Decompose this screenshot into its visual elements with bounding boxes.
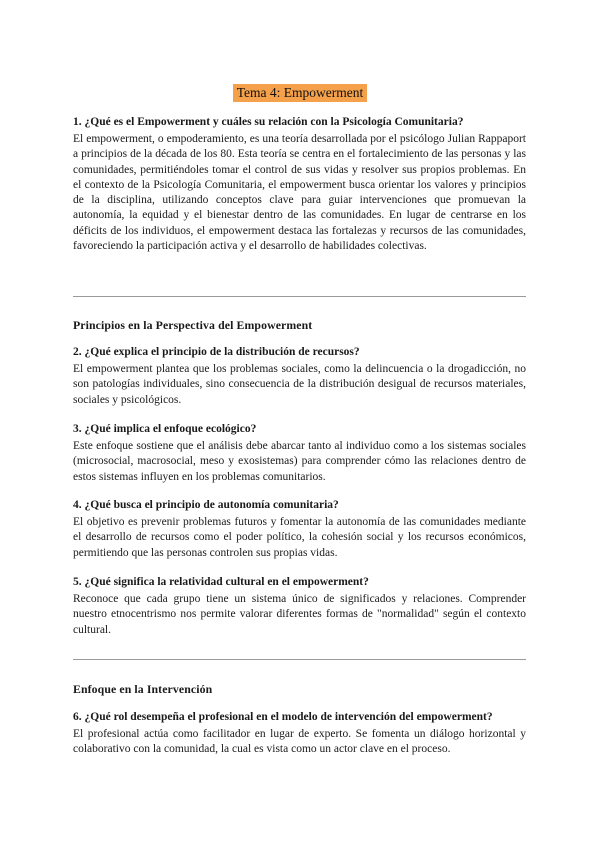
question-1-block bbox=[73, 115, 526, 254]
answer-6: El profesional actúa como facilitador en lugar de experto. Se fomenta un diálogo horizontal y colaborativo con la comunidad, la cual es vista como un actor clave en el proceso. bbox=[73, 728, 526, 756]
page-title: Tema 4: Empowerment bbox=[233, 84, 368, 102]
section-heading-principles: Principios en la Perspectiva del Empowerment bbox=[73, 318, 313, 332]
question-3: 3. ¿Qué implica el enfoque ecológico? bbox=[73, 423, 257, 435]
answer-4: El objetivo es prevenir problemas futuros y fomentar la autonomía de las comunidades mediante el desarrollo de recursos como el poder político, la cohesión social y los recursos económicos, permitiendo que las personas controlen sus propias vidas. bbox=[73, 516, 526, 559]
question-4: 4. ¿Qué busca el principio de autonomía comunitaria? bbox=[73, 499, 339, 511]
question-6: 6. ¿Qué rol desempeña el profesional en el modelo de intervención del empowerment? bbox=[73, 711, 493, 723]
divider-1 bbox=[73, 296, 526, 297]
question-2-block bbox=[73, 345, 526, 408]
question-4-block bbox=[73, 498, 526, 561]
section-1-heading-block bbox=[73, 318, 526, 333]
section-heading-intervention: Enfoque en la Intervención bbox=[73, 682, 213, 696]
answer-1: El empowerment, o empoderamiento, es una teoría desarrollada por el psicólogo Julian Rappaport a principios de la década de los 80. Esta teoría se centra en el fortalecimiento de las personas y las comunidades, permitiéndoles tomar el control de sus vidas y resolver sus propios problemas. En el contexto de la Psicología Comunitaria, el empowerment busca orientar los valores y principios de la disciplina, utilizando conceptos clave para guiar intervenciones que promuevan la autonomía, la equidad y el bienestar dentro de las comunidades. En lugar de centrarse en los déficits de los individuos, el empowerment destaca las fortalezas y recursos de las comunidades, favoreciendo la participación activa y el desarrollo de habilidades colectivas. bbox=[73, 133, 526, 253]
answer-5: Reconoce que cada grupo tiene un sistema único de significados y relaciones. Comprender nuestro etnocentrismo nos permite valorar diferentes formas de "normalidad" según el contexto cultural. bbox=[73, 593, 526, 636]
title-wrapper bbox=[0, 84, 600, 102]
question-1: 1. ¿Qué es el Empowerment y cuáles su relación con la Psicología Comunitaria? bbox=[73, 116, 464, 128]
question-2: 2. ¿Qué explica el principio de la distribución de recursos? bbox=[73, 346, 360, 358]
question-6-block bbox=[73, 710, 526, 758]
question-3-block bbox=[73, 422, 526, 485]
divider-2 bbox=[73, 659, 526, 660]
question-5: 5. ¿Qué significa la relatividad cultural en el empowerment? bbox=[73, 576, 369, 588]
answer-2: El empowerment plantea que los problemas sociales, como la delincuencia o la drogadicción, no son patologías individuales, sino consecuencia de la distribución desigual de recursos materiales, sociales y psicológicos. bbox=[73, 363, 526, 406]
question-5-block bbox=[73, 575, 526, 638]
section-2-heading-block bbox=[73, 682, 526, 697]
answer-3: Este enfoque sostiene que el análisis debe abarcar tanto al individuo como a los sistemas sociales (microsocial, macrosocial, meso y exosistemas) para comprender cómo las relaciones dentro de estos sistemas influyen en los problemas comunitarios. bbox=[73, 440, 526, 483]
